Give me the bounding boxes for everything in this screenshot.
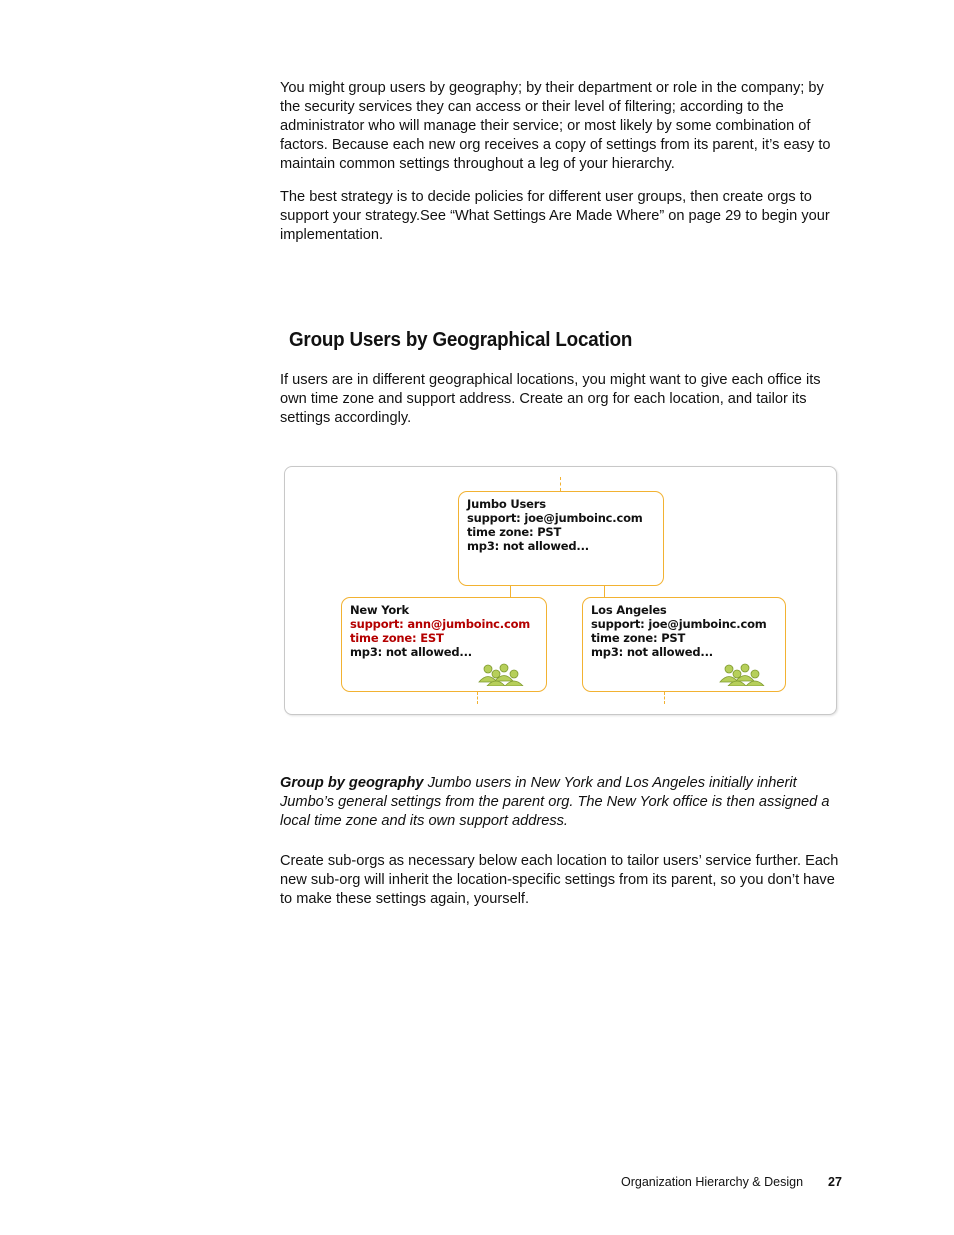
connector-top-dashed (560, 477, 561, 491)
org-node-jumbo-users (458, 491, 664, 586)
org-time-zone: time zone: PST (467, 525, 562, 539)
intro-paragraph: You might group users by geography; by their department or role in the company; by the security services they can access or their level of filtering; according to the administrator who will manage their service; or most likely by some combination of factors. Because each new org receives a copy of settings from its parent, it’s easy to maintain common settings throughout a leg of your hierarchy. (280, 80, 831, 172)
strategy-paragraph: The best strategy is to decide policies for different user groups, then create orgs to support your strategy.See “What Settings Are Made Where” on page 29 to begin your implementation. (280, 189, 830, 243)
sub-org-paragraph: Create sub-orgs as necessary below each location to tailor users’ service further. Each new sub-org will inherit the location-specific settings from its parent, so you don’t have to make these settings again, yourself. (280, 853, 839, 907)
org-support: support: joe@jumboinc.com (467, 511, 643, 525)
org-name: Los Angeles (591, 603, 667, 617)
location-paragraph: If users are in different geographical locations, you might want to give each office its own time zone and support address. Create an org for each location, and tailor its settings accordingly. (280, 372, 821, 426)
org-node-new-york (341, 597, 547, 692)
org-support: support: ann@jumboinc.com (350, 617, 531, 631)
org-mp3: mp3: not allowed... (591, 645, 713, 659)
section-heading: Group Users by Geographical Location (289, 329, 633, 351)
connector-to-los-angeles (604, 586, 605, 597)
connector-la-bottom-dashed (664, 692, 665, 704)
caption-lead: Group by geography (280, 775, 424, 791)
caption-text: Jumbo users in New York and Los Angeles initially inherit Jumbo’s general settings from the parent org. The New York office is then assigned a local time zone and its own support address. (280, 775, 830, 829)
connector-ny-bottom-dashed (477, 692, 478, 704)
org-name: New York (350, 603, 409, 617)
org-name: Jumbo Users (467, 497, 546, 511)
org-time-zone: time zone: EST (350, 631, 444, 645)
org-mp3: mp3: not allowed... (350, 645, 472, 659)
org-node-los-angeles (582, 597, 786, 692)
connector-to-new-york (510, 586, 511, 597)
users-group-icon (474, 662, 530, 686)
footer-section-title: Organization Hierarchy & Design (621, 1175, 804, 1189)
org-time-zone: time zone: PST (591, 631, 686, 645)
org-support: support: joe@jumboinc.com (591, 617, 767, 631)
page-number: 27 (828, 1175, 842, 1189)
org-mp3: mp3: not allowed... (467, 539, 589, 553)
users-group-icon (715, 662, 771, 686)
org-hierarchy-figure (284, 466, 837, 715)
figure-caption (280, 774, 842, 831)
